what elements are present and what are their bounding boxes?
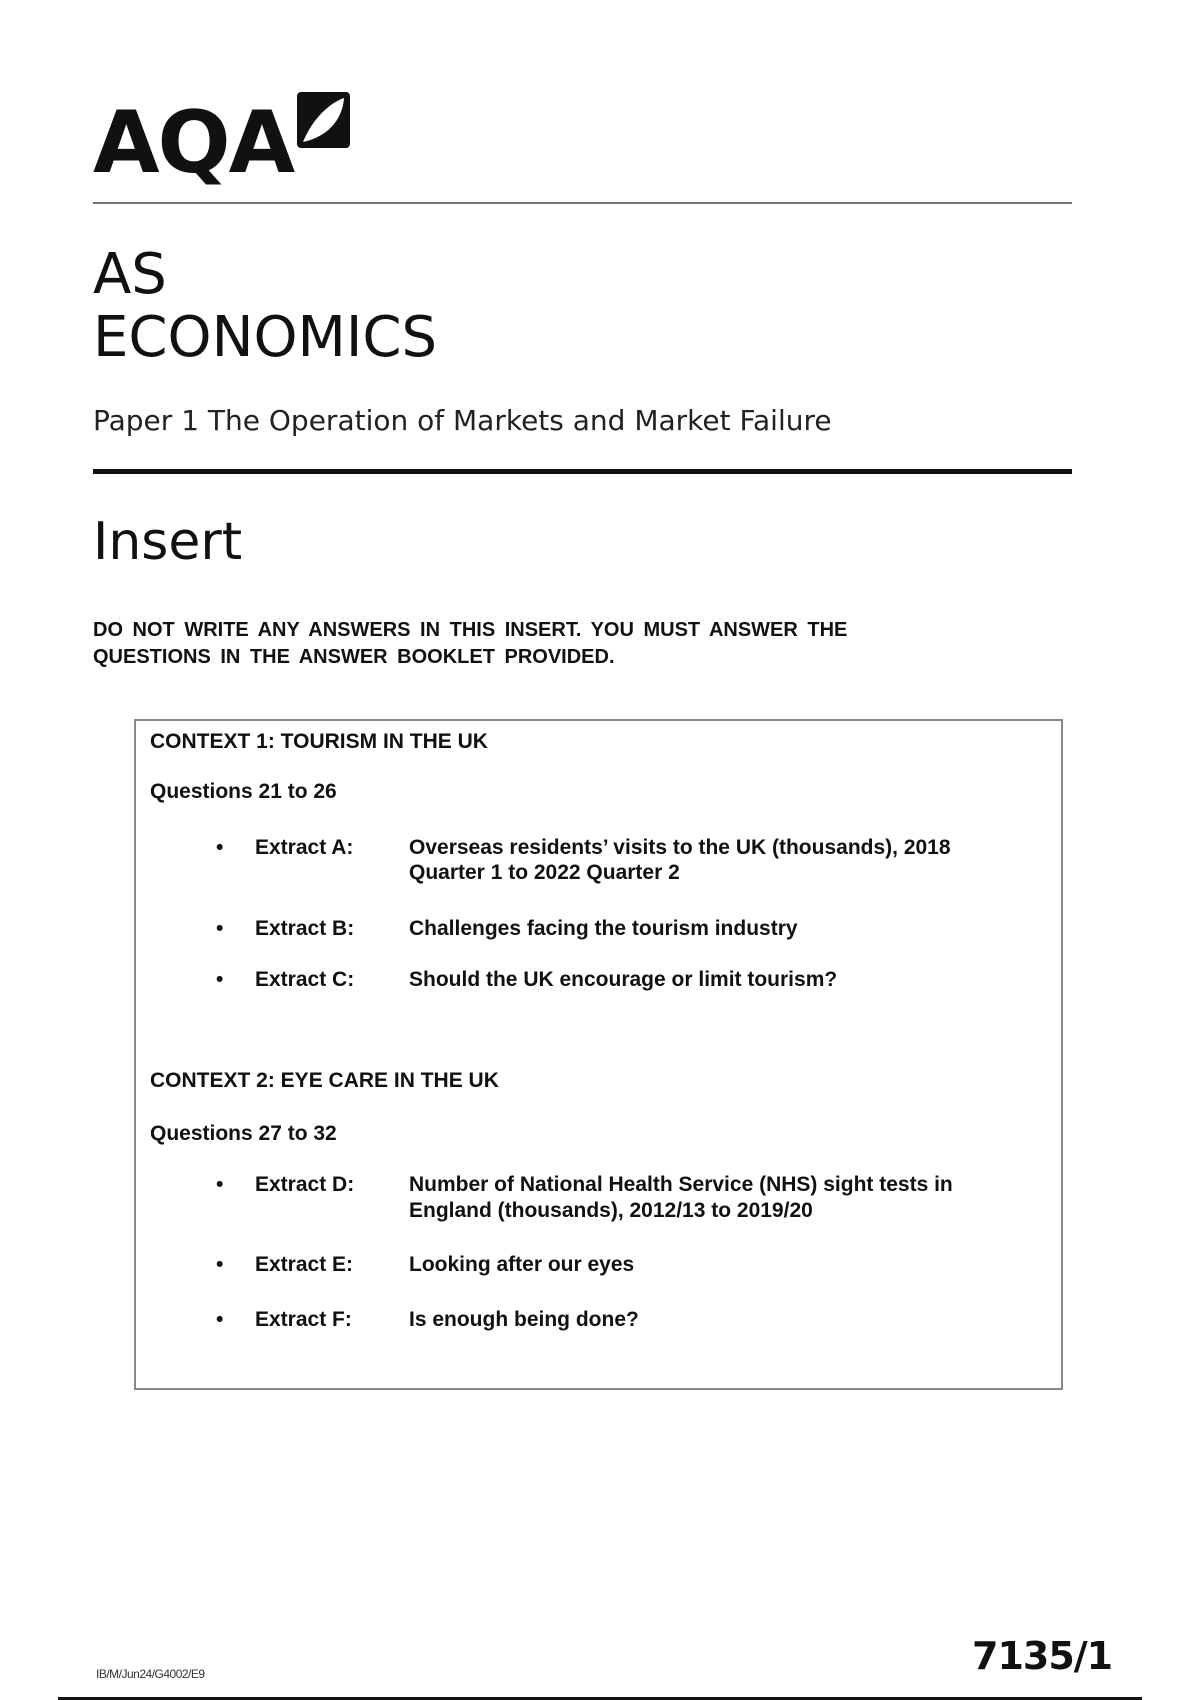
extract-c-label: Extract C: xyxy=(255,968,355,991)
context-1-questions: Questions 21 to 26 xyxy=(150,780,337,803)
extract-d-title-cont: England (thousands), 2012/13 to 2019/20 xyxy=(409,1199,813,1222)
extract-d-label: Extract D: xyxy=(255,1173,355,1196)
bullet-icon: • xyxy=(216,917,224,940)
context-2-title: CONTEXT 2: EYE CARE IN THE UK xyxy=(150,1069,499,1092)
aqa-logo: AQA xyxy=(93,93,294,193)
bullet-icon: • xyxy=(216,1173,224,1196)
extract-b-label: Extract B: xyxy=(255,917,355,940)
paper-title: Paper 1 The Operation of Markets and Market Failure xyxy=(93,404,832,437)
bullet-icon: • xyxy=(216,1253,224,1276)
bullet-icon: • xyxy=(216,836,224,859)
extract-e-label: Extract E: xyxy=(255,1253,354,1276)
document-code: IB/M/Jun24/G4002/E9 xyxy=(96,1667,205,1681)
warning-line: QUESTIONS IN THE ANSWER BOOKLET PROVIDED. xyxy=(93,646,615,668)
title-divider xyxy=(93,469,1072,474)
instructions-warning xyxy=(93,617,847,671)
extract-d-title: Number of National Health Service (NHS) sight tests in xyxy=(409,1173,953,1196)
bullet-icon: • xyxy=(216,968,224,991)
paper-number: 7135/1 xyxy=(972,1634,1113,1678)
context-2-questions: Questions 27 to 32 xyxy=(150,1122,337,1145)
context-1-title: CONTEXT 1: TOURISM IN THE UK xyxy=(150,730,488,753)
document-type: Insert xyxy=(93,512,243,572)
subject-title: ECONOMICS xyxy=(93,305,438,370)
qualification-level: AS xyxy=(93,242,167,307)
extract-e-title: Looking after our eyes xyxy=(409,1253,635,1276)
aqa-logo-mark-icon xyxy=(297,92,350,148)
extract-a-title: Overseas residents’ visits to the UK (thousands), 2018 xyxy=(409,836,951,859)
warning-line: DO NOT WRITE ANY ANSWERS IN THIS INSERT. YOU MUST ANSWER THE xyxy=(93,619,848,641)
contents-box xyxy=(134,719,1063,1390)
extract-a-label: Extract A: xyxy=(255,836,354,859)
extract-f-title: Is enough being done? xyxy=(409,1308,639,1331)
extract-b-title: Challenges facing the tourism industry xyxy=(409,917,798,940)
extract-a-title-cont: Quarter 1 to 2022 Quarter 2 xyxy=(409,861,680,884)
header-divider xyxy=(93,202,1072,204)
extract-c-title: Should the UK encourage or limit tourism? xyxy=(409,968,838,991)
extract-f-label: Extract F: xyxy=(255,1308,352,1331)
bullet-icon: • xyxy=(216,1308,224,1331)
